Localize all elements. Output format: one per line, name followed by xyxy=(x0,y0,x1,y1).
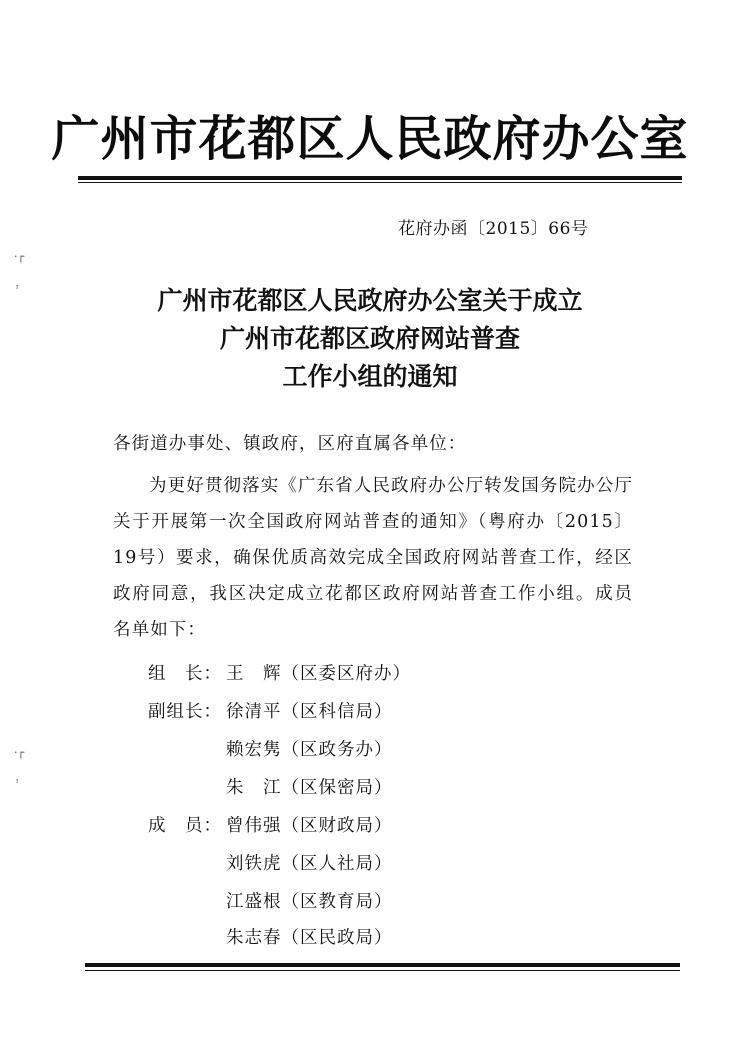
member-role: 成 员： xyxy=(148,816,222,836)
scan-mark: ᶦ xyxy=(16,282,19,295)
member-name: 赖宏隽 xyxy=(226,740,282,760)
letterhead-rule-thick xyxy=(78,176,682,180)
member-name: 王 辉 xyxy=(226,664,282,684)
footer-rule-thick xyxy=(85,963,680,967)
member-name: 江盛根 xyxy=(226,892,282,912)
document-title-line-1: 广州市花都区人民政府办公室关于成立 xyxy=(157,286,583,315)
member-role: 副组长： xyxy=(148,702,222,722)
document-title-line-2: 广州市花都区政府网站普查 xyxy=(219,324,520,353)
member-row xyxy=(148,774,393,799)
scan-mark: ·┌ xyxy=(14,250,25,263)
letterhead-title: 广州市花都区人民政府办公室 xyxy=(51,111,689,167)
member-unit: （区委区府办） xyxy=(281,664,411,684)
letterhead-rule-thin xyxy=(78,182,682,183)
member-unit: （区人社局） xyxy=(281,854,393,874)
document-number: 花府办函〔2015〕66号 xyxy=(398,219,589,239)
member-row xyxy=(148,736,393,761)
member-name: 徐清平 xyxy=(226,702,282,722)
member-row xyxy=(148,812,393,837)
member-unit: （区科信局） xyxy=(281,702,393,722)
member-row xyxy=(148,888,393,913)
document-title-line-3: 工作小组的通知 xyxy=(282,362,458,391)
member-unit: （区财政局） xyxy=(281,816,393,836)
member-name: 朱志春 xyxy=(226,928,282,948)
member-role: 组 长： xyxy=(148,664,222,684)
member-name: 朱 江 xyxy=(226,778,282,798)
scan-mark: ᶦ xyxy=(16,776,19,789)
member-unit: （区政务办） xyxy=(281,740,393,760)
member-unit: （区教育局） xyxy=(281,892,393,912)
footer-rule-thin xyxy=(85,970,680,971)
member-row xyxy=(148,698,393,723)
member-row xyxy=(148,924,393,949)
body-paragraph: 为更好贯彻落实《广东省人民政府办公厅转发国务院办公厅关于开展第一次全国政府网站普查的通知》（粤府办〔2015〕19号）要求，确保优质高效完成全国政府网站普查工作，经区政府同意，我区决定成立花都区政府网站普查工作小组。成员名单如下： xyxy=(113,476,633,640)
member-unit: （区民政局） xyxy=(281,928,393,948)
scan-mark: ·┌ xyxy=(14,746,25,759)
member-unit: （区保密局） xyxy=(281,778,393,798)
addressee: 各街道办事处、镇政府，区府直属各单位： xyxy=(113,434,467,454)
member-row xyxy=(148,660,411,685)
member-row xyxy=(148,850,393,875)
member-name: 刘铁虎 xyxy=(226,854,282,874)
member-name: 曾伟强 xyxy=(226,816,282,836)
